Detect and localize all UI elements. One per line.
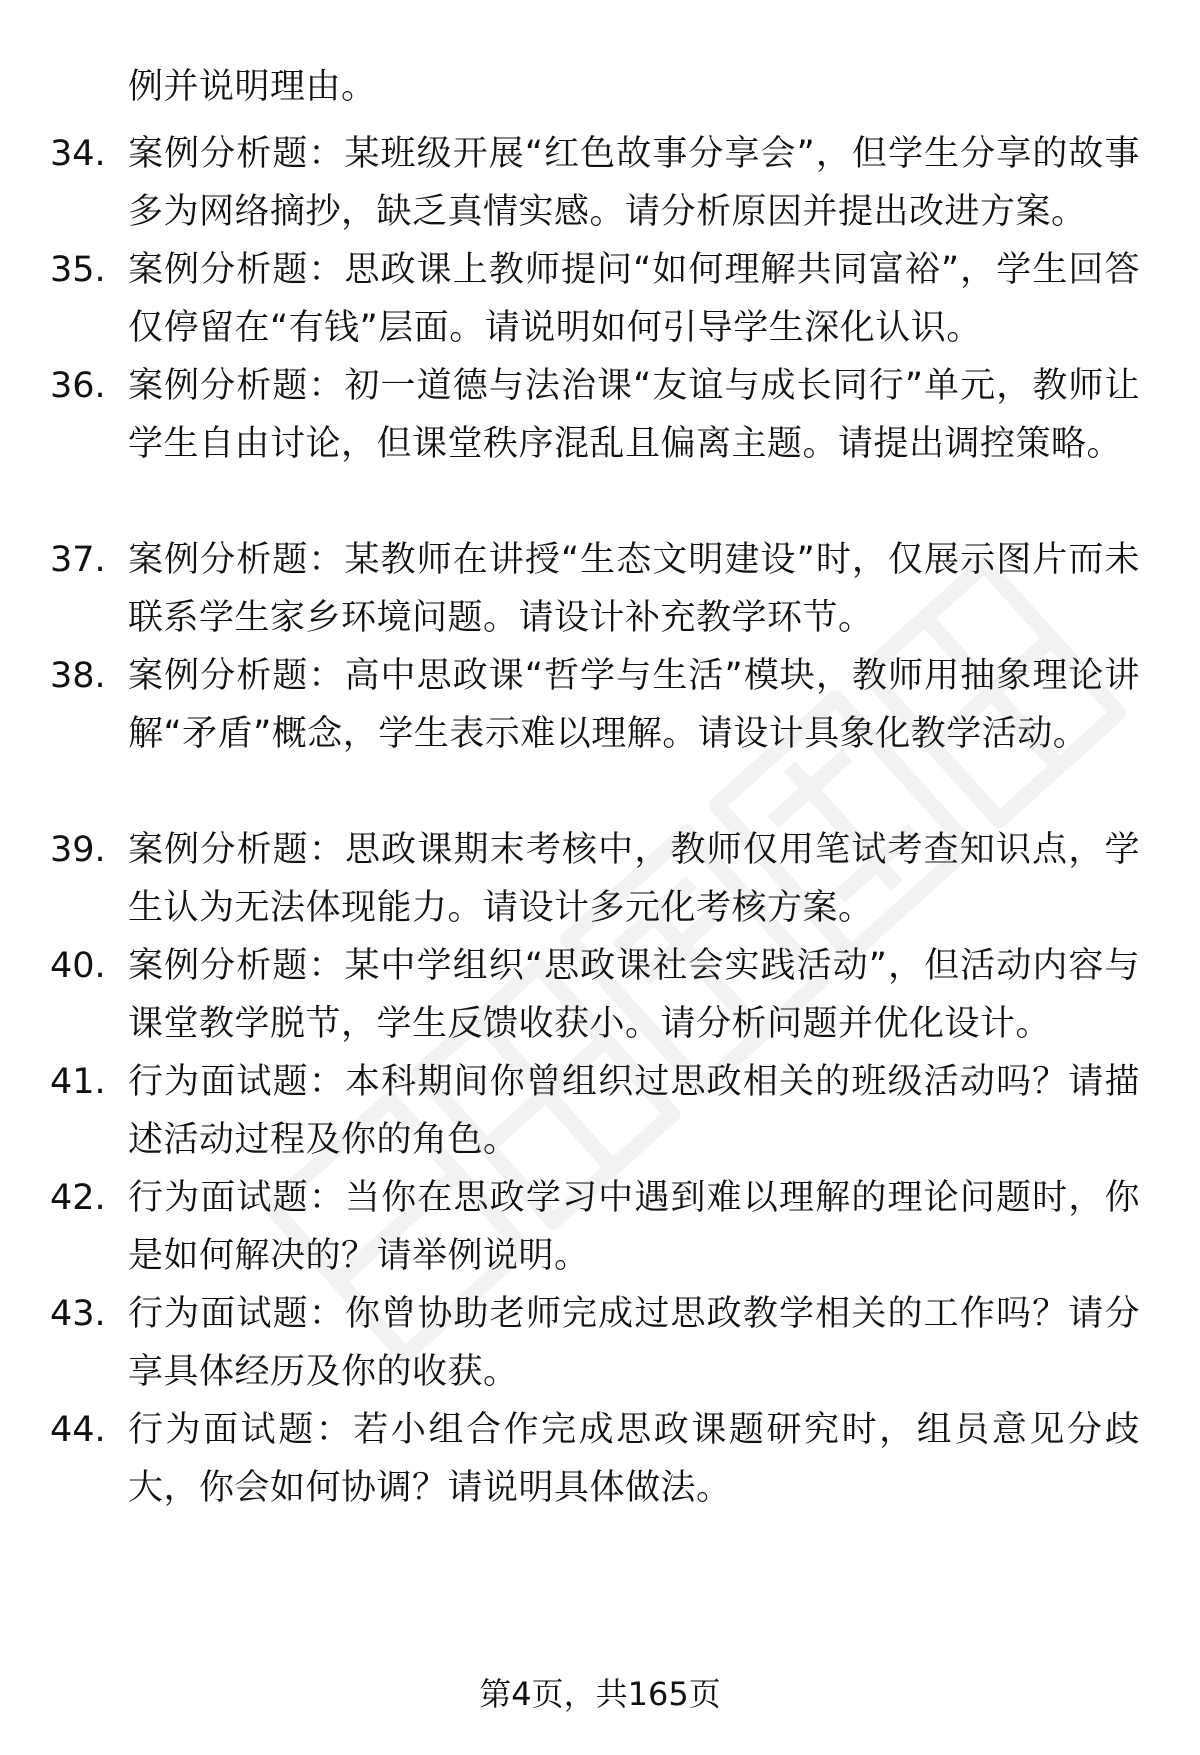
- question-text: 案例分析题：某中学组织“思政课社会实践活动”，但活动内容与课堂教学脱节，学生反馈收获小。请分析问题并优化设计。: [128, 946, 1140, 1044]
- question-text: 案例分析题：某教师在讲授“生态文明建设”时，仅展示图片而未联系学生家乡环境问题。请设计补充教学环节。: [128, 540, 1140, 638]
- question-number: 40.: [50, 946, 106, 986]
- question-number: 34.: [50, 134, 106, 174]
- question-text: 行为面试题：你曾协助老师完成过思政教学相关的工作吗？请分享具体经历及你的收获。: [128, 1294, 1140, 1392]
- question-text: 案例分析题：思政课期末考核中，教师仅用笔试考查知识点，学生认为无法体现能力。请设计多元化考核方案。: [128, 830, 1140, 928]
- question-number: 43.: [50, 1294, 106, 1334]
- question-text: 案例分析题：高中思政课“哲学与生活”模块，教师用抽象理论讲解“矛盾”概念，学生表示难以理解。请设计具象化教学活动。: [128, 656, 1140, 754]
- question-number: 38.: [50, 656, 106, 696]
- question-number: 36.: [50, 366, 106, 406]
- question-number: 42.: [50, 1178, 106, 1218]
- question-item: [50, 1285, 1140, 1401]
- question-text: 行为面试题：本科期间你曾组织过思政相关的班级活动吗？请描述活动过程及你的角色。: [128, 1062, 1140, 1160]
- question-number: 35.: [50, 250, 106, 290]
- continuation-text: 例并说明理由。: [128, 67, 377, 107]
- question-item: [50, 647, 1140, 763]
- question-text: 案例分析题：初一道德与法治课“友谊与成长同行”单元，教师让学生自由讨论，但课堂秩序混乱且偏离主题。请提出调控策略。: [128, 366, 1140, 464]
- question-number: 39.: [50, 830, 106, 870]
- question-item: [50, 821, 1140, 937]
- question-text: 案例分析题：思政课上教师提问“如何理解共同富裕”，学生回答仅停留在“有钱”层面。请说明如何引导学生深化认识。: [128, 250, 1140, 348]
- question-item: [50, 357, 1140, 473]
- question-item: [50, 241, 1140, 357]
- question-item: [50, 937, 1140, 1053]
- question-number: 41.: [50, 1062, 106, 1102]
- question-item: [50, 125, 1140, 241]
- question-item: [50, 1401, 1140, 1517]
- question-text: 行为面试题：当你在思政学习中遇到难以理解的理论问题时，你是如何解决的？请举例说明。: [128, 1178, 1140, 1276]
- question-item: [50, 531, 1140, 647]
- question-text: 行为面试题：若小组合作完成思政课题研究时，组员意见分歧大，你会如何协调？请说明具体做法。: [128, 1410, 1140, 1508]
- question-number: 37.: [50, 540, 106, 580]
- question-item: [50, 1169, 1140, 1285]
- page-footer: 第4页，共165页: [479, 1675, 721, 1713]
- question-number: 44.: [50, 1410, 106, 1450]
- question-item: [50, 1053, 1140, 1169]
- question-text: 案例分析题：某班级开展“红色故事分享会”，但学生分享的故事多为网络摘抄，缺乏真情实感。请分析原因并提出改进方案。: [128, 134, 1140, 232]
